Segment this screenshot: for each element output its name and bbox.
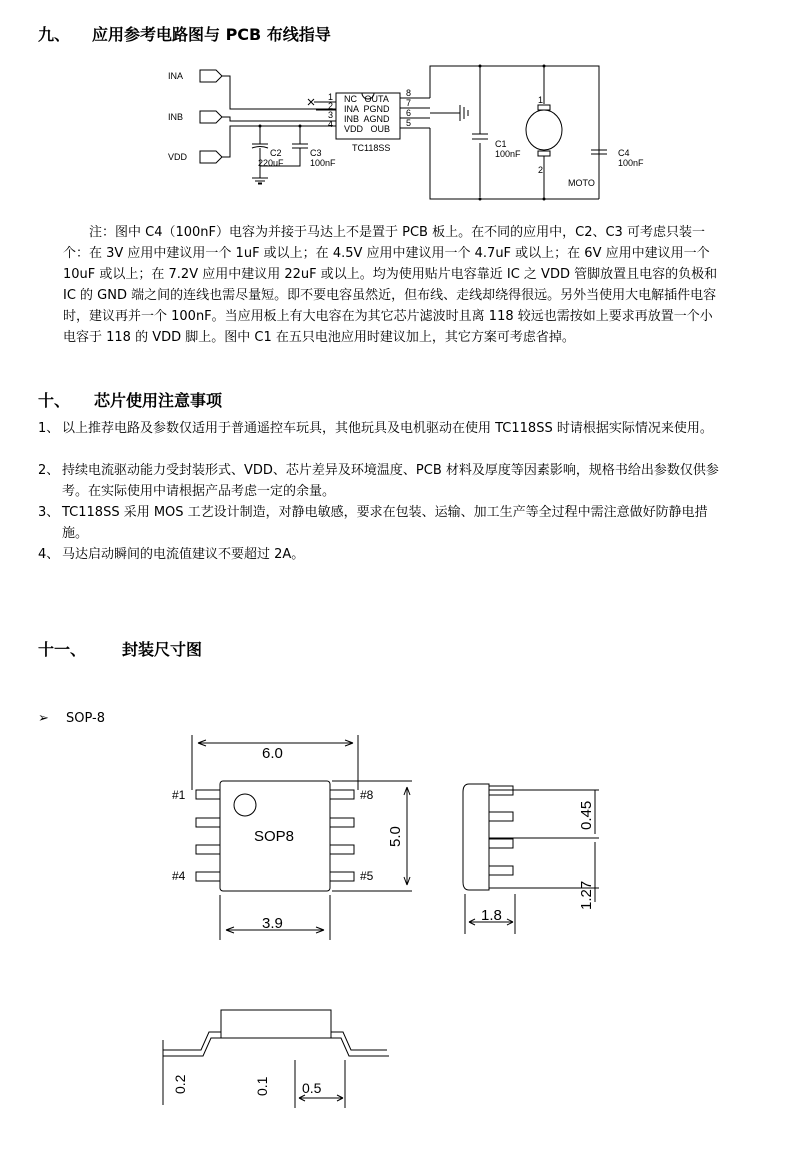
- notice-number: 2、: [38, 463, 60, 478]
- section-9-number: 九、: [38, 25, 71, 44]
- reference-circuit-diagram: [0, 55, 790, 205]
- notice-number: 1、: [38, 421, 60, 436]
- pin-label-1: #1: [172, 788, 186, 802]
- sop8-side-view: [455, 770, 615, 940]
- c2-value: 220uF: [258, 158, 284, 168]
- c1-label: C1: [495, 139, 507, 149]
- pin-3: 3: [328, 110, 334, 120]
- dim-height: 5.0: [387, 826, 404, 847]
- pin-6: 6: [406, 108, 412, 118]
- notice-text: 马达启动瞬间的电流值建议不要超过 2A。: [62, 547, 305, 562]
- pin-8: 8: [406, 88, 412, 98]
- notice-item-2: [38, 460, 728, 502]
- vdd-connector: [200, 151, 222, 163]
- c4-label: C4: [618, 148, 630, 158]
- dim-body: 3.9: [262, 915, 283, 932]
- inb-connector: [200, 111, 222, 123]
- package-bullet-icon: ➢: [38, 711, 49, 726]
- dim-foot: 0.5: [302, 1080, 322, 1096]
- motor-label: MOTO: [568, 178, 595, 188]
- notice-text: 持续电流驱动能力受封装形式、VDD、芯片差异及环境温度、PCB 材料及厚度等因素影响，规格书给出参数仅供参考。在实际使用中请根据产品考虑一定的余量。: [62, 463, 719, 499]
- chip-row-4: VDD OUB: [344, 124, 391, 134]
- notice-number: 4、: [38, 547, 60, 562]
- chip-row-3: INB AGND: [344, 114, 390, 124]
- motor-pin-1: 1: [538, 95, 544, 105]
- dim-standoff: 0.1: [254, 1076, 270, 1096]
- pin-2: 2: [328, 101, 334, 111]
- pin-5: 5: [406, 118, 412, 128]
- c3-label: C3: [310, 148, 322, 158]
- c3-value: 100nF: [310, 158, 336, 168]
- chip-row-1: NC OUTA: [344, 94, 389, 104]
- dim-width: 6.0: [262, 745, 283, 762]
- notice-number: 3、: [38, 505, 60, 520]
- sop8-front-view: [155, 1000, 395, 1110]
- motor-pin-2: 2: [538, 165, 544, 175]
- motor-symbol: [526, 110, 562, 150]
- dim-thickness: 1.8: [481, 907, 502, 924]
- c4-value: 100nF: [618, 158, 644, 168]
- pin-4: 4: [328, 119, 334, 129]
- label-vdd: VDD: [168, 152, 188, 162]
- dim-pitch: 0.45: [578, 800, 595, 830]
- pin-label-8: #8: [360, 788, 374, 802]
- section-10-number: 十、: [38, 391, 71, 410]
- label-ina: INA: [168, 71, 184, 81]
- notice-item-4: [38, 544, 728, 565]
- pin-1: 1: [328, 92, 334, 102]
- sop8-top-view: [150, 735, 420, 945]
- label-inb: INB: [168, 112, 184, 122]
- section-9-title: 应用参考电路图与 PCB 布线指导: [92, 25, 331, 44]
- section-11-title: 封装尺寸图: [122, 640, 203, 659]
- c1-value: 100nF: [495, 149, 521, 159]
- dim-lead: 0.2: [172, 1074, 188, 1094]
- package-name: SOP-8: [66, 711, 105, 726]
- c2-label: C2: [270, 148, 282, 158]
- notice-text: TC118SS 采用 MOS 工艺设计制造，对静电敏感，要求在包装、运输、加工生产等全过程中需注意做好防静电措施。: [62, 505, 708, 541]
- pin-label-5: #5: [360, 869, 374, 883]
- notice-item-1: [38, 418, 728, 439]
- chip-name: TC118SS: [352, 143, 391, 153]
- section-10-title: 芯片使用注意事项: [94, 391, 223, 410]
- circuit-note-paragraph: 注：图中 C4（100nF）电容为并接于马达上不是置于 PCB 板上。在不同的应用中，C2、C3 可考虑只装一个：在 3V 应用中建议用一个 1uF 或以上；在 4.5V 应用中建议用一个 4.7uF 或以上；在 6V 应用中建议用一个 10uF 或以上；在 7.2V 应用中建议用 22uF 或以上。均为使用贴片电容靠近 IC 之 VDD 管脚放置且电容的负极和 IC 的 GND 端之间的连线也需尽量短。即不要电容虽然近，但布线、走线却绕得很远。另外当使用大电解插件电容时，建议再并一个 100nF。当应用板上有大电容在为其它芯片滤波时且离 118 较远也需按如上要求再放置一个小电容于 118 的 VDD 脚上。图中 C1 在五只电池应用时建议加上，其它方案可考虑省掉。: [63, 225, 718, 345]
- notice-item-3: [38, 502, 728, 544]
- dim-pin: 1.27: [578, 880, 595, 910]
- ina-connector: [200, 70, 222, 82]
- pin-7: 7: [406, 98, 412, 108]
- section-11-number: 十一、: [38, 640, 87, 659]
- pin-label-4: #4: [172, 869, 186, 883]
- chip-row-2: INA PGND: [344, 104, 390, 114]
- notice-text: 以上推荐电路及参数仅适用于普通遥控车玩具，其他玩具及电机驱动在使用 TC118SS 时请根据实际情况来使用。: [62, 421, 713, 436]
- package-top-label: SOP8: [254, 828, 295, 845]
